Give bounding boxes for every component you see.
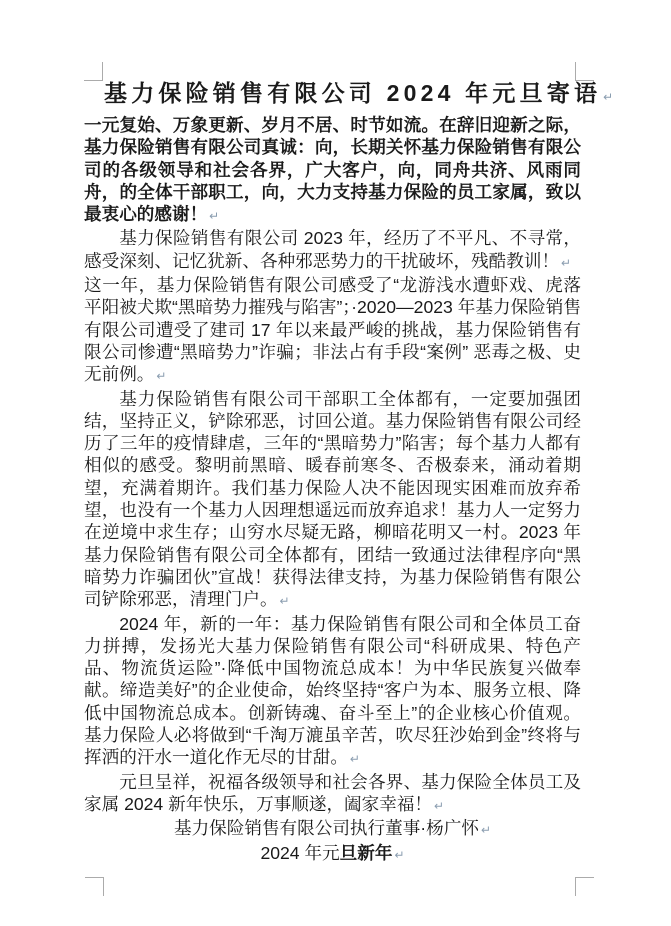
signature-line [84, 817, 581, 841]
document-title [84, 78, 614, 112]
paragraph-text: 一元复始、万象更新、岁月不居、时节如流。在辞旧迎新之际，基力保险销售有限公司真诚：向，长期关怀基力保险销售有限公司的各级领导和社会各界，广大客户，向，同舟共济、风雨同舟，的全体干部职工，向，大力支持基力保险的员工家属，致以最衷心的感谢！ [84, 115, 581, 225]
date-line [84, 842, 581, 866]
paragraph-mark-icon: ↵ [480, 823, 492, 838]
paragraph-mark-icon: ↵ [561, 255, 572, 270]
paragraph-mark-icon: ↵ [209, 209, 220, 224]
crop-mark-bottom-left [85, 877, 104, 896]
paragraph-text: 2024 年，新的一年：基力保险销售有限公司和全体员工奋力拼搏，发扬光大基力保险销售有限公司“科研成果、特色产品、物流货运险”·降低中国物流总成本！为中华民族复兴做奉献。缔造美好”的企业使命，始终坚持“客户为本、服务立根、降低中国物流总成本。创新铸魂、奋斗至上”的企业核心价值观。基力保险人必将做到“千淘万漉虽辛苦，吹尽狂沙始到金”终将与挥洒的汗水一道化作无尽的甘甜。 [84, 613, 581, 768]
paragraph-blessing [84, 771, 581, 818]
document-title-text: 基力保险销售有限公司 2024 年元旦寄语 [104, 80, 602, 106]
paragraph-outlook-2024 [84, 613, 581, 771]
paragraph-text: 元旦呈祥，祝福各级领导和社会各界、基力保险全体员工及家属 2024 新年快乐，万事顺遂，阖家幸福！ [84, 771, 581, 814]
document-page [84, 78, 614, 866]
paragraph-mark-icon: ↵ [434, 798, 445, 813]
paragraph-text: 基力保险销售有限公司干部职工全体都有，一定要加强团结，坚持正义，铲除邪恶，讨回公道。基力保险销售有限公司经历了三年的疫情肆虐，三年的“黑暗势力”陷害；每个基力人都有相似的感受。黎明前黑暗、暖春前寒冬、否极泰来，涌动着期望，充满着期许。我们基力保险人决不能因现实困难而放弃希望，也没有一个基力人因理想遥远而放弃追求！基力人一定努力在逆境中求生存；山穷水尽疑无路，柳暗花明又一村。2023 年基力保险销售有限公司全体都有，团结一致通过法律程序向“黑暗势力诈骗团伙”宣战！获得法律支持，为基力保险销售有限公司铲除邪恶，清理门户。 [84, 388, 581, 610]
paragraph-mark-icon: ↵ [349, 752, 360, 767]
paragraph-mark-icon: ↵ [156, 369, 167, 384]
date-line-bold: 旦新年 [339, 842, 393, 863]
paragraph-unity [84, 388, 581, 613]
date-line-prefix: 2024 年元 [260, 842, 340, 863]
crop-mark-bottom-right [575, 877, 594, 896]
paragraph-text: 基力保险销售有限公司 2023 年，经历了不平凡、不寻常，感受深刻、记忆犹新、各种邪恶势力的干扰破坏，残酷教训！ [84, 228, 581, 271]
paragraph-text: 这一年，基力保险销售有限公司感受了“龙游浅水遭虾戏、虎落平阳被犬欺“黑暗势力摧残与陷害”；·2020—2023 年基力保险销售有限公司遭受了建司 17 年以来最严峻的挑战，基力保险销售有限公司惨遭“黑暗势力”诈骗；非法占有手段“案例” 恶毒之极、史无前例。 [84, 275, 581, 385]
paragraph-mark-icon: ↵ [603, 90, 614, 104]
signature-text: 基力保险销售有限公司执行董事·杨广怀 [173, 818, 479, 839]
paragraph-mark-icon: ↵ [394, 847, 405, 862]
paragraph-mark-icon: ↵ [279, 594, 290, 609]
paragraph-greeting [84, 114, 581, 227]
paragraph-hardships [84, 274, 581, 387]
paragraph-review-2023 [84, 227, 581, 274]
